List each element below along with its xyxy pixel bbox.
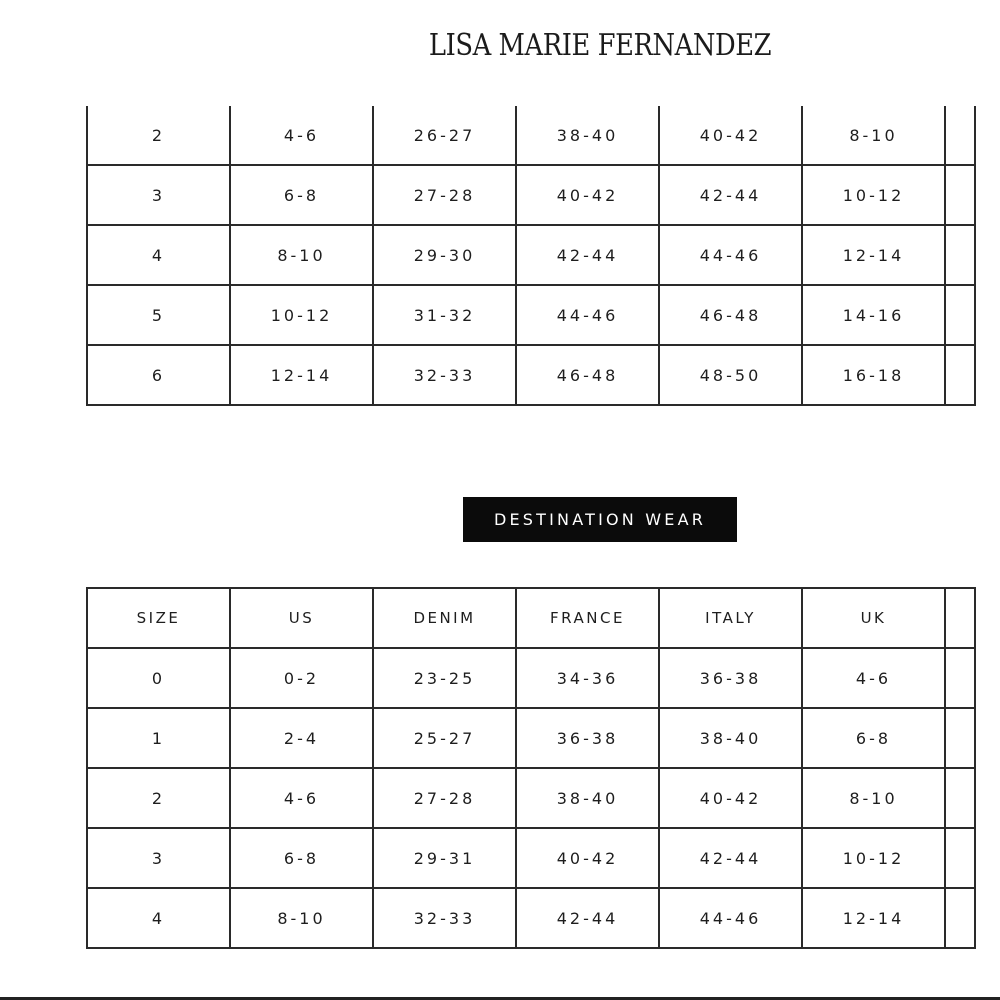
- table-cell: 40-42: [659, 106, 802, 165]
- column-header: SIZE: [87, 588, 230, 648]
- table-cell: 40-42: [516, 165, 659, 225]
- table-cell: 1: [87, 708, 230, 768]
- table-cell: 8-10: [230, 225, 373, 285]
- section-label-destination-wear: DESTINATION WEAR: [463, 497, 737, 542]
- table-cell: 38-40: [516, 768, 659, 828]
- table-cell: 32-33: [373, 888, 516, 948]
- table-cell-cropped: [945, 345, 975, 405]
- table-cell: 29-31: [373, 828, 516, 888]
- table-cell: 12-14: [802, 225, 945, 285]
- table-row: [87, 768, 975, 828]
- table-cell: 27-28: [373, 768, 516, 828]
- brand-name: LISA MARIE FERNANDEZ: [428, 28, 772, 63]
- table-cell: 16-18: [802, 345, 945, 405]
- table-row: [87, 888, 975, 948]
- table-cell: 40-42: [516, 828, 659, 888]
- table-cell: 3: [87, 165, 230, 225]
- table-cell-cropped: [945, 888, 975, 948]
- size-chart-table-top: [86, 106, 976, 406]
- table-header-row: [87, 588, 975, 648]
- table-cell-cropped: [945, 828, 975, 888]
- table-row: [87, 708, 975, 768]
- table-cell: 12-14: [230, 345, 373, 405]
- table-cell: 26-27: [373, 106, 516, 165]
- table-cell: 46-48: [659, 285, 802, 345]
- table-cell: 25-27: [373, 708, 516, 768]
- table-cell: 4-6: [230, 106, 373, 165]
- table-cell: 31-32: [373, 285, 516, 345]
- table-row: [87, 106, 975, 165]
- table-cell: 4: [87, 888, 230, 948]
- table-cell-cropped: [945, 768, 975, 828]
- table-cell: 10-12: [802, 828, 945, 888]
- column-header: UK: [802, 588, 945, 648]
- table-row: [87, 225, 975, 285]
- table-cell: 36-38: [659, 648, 802, 708]
- column-header: US: [230, 588, 373, 648]
- table-row: [87, 285, 975, 345]
- table-cell: 3: [87, 828, 230, 888]
- table-row: [87, 345, 975, 405]
- table-cell: 0: [87, 648, 230, 708]
- table-cell: 38-40: [659, 708, 802, 768]
- table-cell: 8-10: [230, 888, 373, 948]
- table-cell: 36-38: [516, 708, 659, 768]
- table-cell: 10-12: [802, 165, 945, 225]
- column-header: FRANCE: [516, 588, 659, 648]
- size-chart-table-destination-wear: [86, 587, 976, 949]
- table-cell: 2: [87, 106, 230, 165]
- brand-header: [0, 28, 1000, 76]
- table-cell: 42-44: [659, 165, 802, 225]
- table-cell: 10-12: [230, 285, 373, 345]
- table-cell: 40-42: [659, 768, 802, 828]
- table-cell-cropped: [945, 225, 975, 285]
- table-cell: 23-25: [373, 648, 516, 708]
- table-cell: 34-36: [516, 648, 659, 708]
- table-cell: 44-46: [659, 225, 802, 285]
- table-cell-cropped: [945, 165, 975, 225]
- table-cell-cropped: [945, 648, 975, 708]
- table-cell: 42-44: [516, 225, 659, 285]
- table-cell: 6-8: [802, 708, 945, 768]
- table-cell: 42-44: [659, 828, 802, 888]
- table-cell: 8-10: [802, 106, 945, 165]
- table-cell: 29-30: [373, 225, 516, 285]
- table-cell: 6-8: [230, 165, 373, 225]
- table-cell: 44-46: [516, 285, 659, 345]
- table-cell: 38-40: [516, 106, 659, 165]
- table-cell: 0-2: [230, 648, 373, 708]
- table-cell: 14-16: [802, 285, 945, 345]
- table-cell: 2-4: [230, 708, 373, 768]
- table-cell: 44-46: [659, 888, 802, 948]
- table-cell-cropped: [945, 708, 975, 768]
- table-cell: 12-14: [802, 888, 945, 948]
- table-row: [87, 828, 975, 888]
- table-cell: 4: [87, 225, 230, 285]
- table-cell-cropped: [945, 588, 975, 648]
- table-cell: 4-6: [230, 768, 373, 828]
- table-row: [87, 165, 975, 225]
- table-cell: 5: [87, 285, 230, 345]
- table-cell: 32-33: [373, 345, 516, 405]
- column-header: DENIM: [373, 588, 516, 648]
- table-cell: 6-8: [230, 828, 373, 888]
- table-cell: 27-28: [373, 165, 516, 225]
- table-cell: 42-44: [516, 888, 659, 948]
- table-row: [87, 648, 975, 708]
- table-cell: 2: [87, 768, 230, 828]
- table-cell: 4-6: [802, 648, 945, 708]
- table-cell: 8-10: [802, 768, 945, 828]
- table-cell-cropped: [945, 106, 975, 165]
- column-header: ITALY: [659, 588, 802, 648]
- table-cell: 6: [87, 345, 230, 405]
- table-cell: 46-48: [516, 345, 659, 405]
- table-cell-cropped: [945, 285, 975, 345]
- table-cell: 48-50: [659, 345, 802, 405]
